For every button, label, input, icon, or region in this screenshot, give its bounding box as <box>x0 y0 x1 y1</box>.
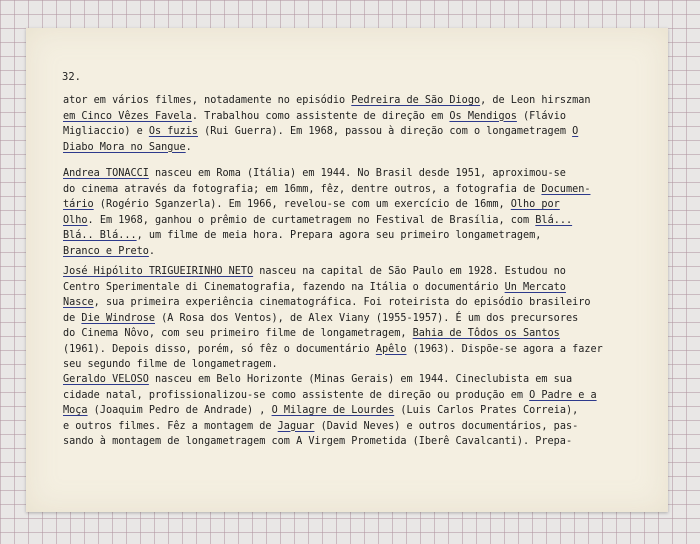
text-line <box>63 435 572 449</box>
underlined-title: Os fuzis <box>148 126 198 137</box>
underlined-title: O Milagre de Lourdes <box>271 405 395 416</box>
underlined-title: Pedreira de São Diogo <box>351 95 481 106</box>
text-run: sando à montagem de longametragem com A Virgem Prometida (Iberê Cavalcanti). Prepa- <box>63 436 573 447</box>
text-line <box>63 343 603 357</box>
text-run: , sua primeira experiência cinematográfica. Foi roteirista do episódio brasileiro <box>93 297 591 308</box>
text-run: (David Neves) e outros documentários, pas- <box>314 420 579 432</box>
text-line <box>63 125 578 139</box>
text-line <box>63 198 560 212</box>
underlined-title: Andrea TONACCI <box>63 168 149 179</box>
text-line <box>63 327 560 341</box>
underlined-title: Blá.. Blá... <box>63 230 137 241</box>
text-line <box>63 265 566 279</box>
text-line <box>63 245 155 259</box>
underlined-title: Blá... <box>535 214 573 226</box>
text-run: nasceu na capital de São Paulo em 1928. Estudou no <box>253 266 566 277</box>
text-line <box>63 110 566 124</box>
underlined-title: Un Mercato <box>504 281 566 293</box>
underlined-title: José Hipólito TRIGUEIRINHO NETO <box>63 266 254 277</box>
text-run: (1961). Depois disso, porém, só fêz o documentário <box>63 343 376 355</box>
text-line <box>63 404 578 418</box>
text-run: nasceu em Roma (Itália) em 1944. No Brasil desde 1951, aproximou-se <box>148 168 566 179</box>
underlined-title: Bahia de Tôdos os Santos <box>412 328 560 339</box>
text-run: . Trabalhou como assistente de direção em <box>191 110 450 122</box>
text-run: ator em vários filmes, notadamente no episódio <box>63 95 352 106</box>
text-line <box>63 94 591 108</box>
underlined-title: Moça <box>63 405 88 416</box>
text-run: Centro Sperimentale di Cinematografia, fazendo na Itália o documentário <box>63 281 505 293</box>
text-run: . <box>148 245 156 257</box>
underlined-title: tário <box>63 199 94 210</box>
text-run: (Luis Carlos Prates Correia), <box>394 405 579 416</box>
text-line <box>63 229 541 243</box>
underlined-title: Apêlo <box>375 343 407 355</box>
underlined-title: Olho por <box>510 199 560 210</box>
underlined-title: Nasce <box>63 297 94 308</box>
underlined-title: Branco e Preto <box>63 245 149 257</box>
text-line <box>63 420 578 434</box>
underlined-title: Die Windrose <box>81 312 156 324</box>
text-run: nasceu em Belo Horizonte (Minas Gerais) em 1944. Cineclubista em sua <box>148 374 573 385</box>
underlined-title: Geraldo VELOSO <box>63 374 149 385</box>
page-number: 32. <box>62 71 81 83</box>
text-run: seu segundo filme de longametragem. <box>63 359 278 370</box>
text-line <box>63 373 572 387</box>
text-run: . <box>185 141 192 153</box>
text-run: (Rogério Sganzerla). Em 1966, revelou-se com um exercício de 16mm, <box>93 199 511 210</box>
underlined-title: Documen- <box>541 183 591 195</box>
underlined-title: Os Mendigos <box>449 110 517 122</box>
text-run: de <box>63 312 82 324</box>
text-run: , de Leon hirszman <box>480 95 591 106</box>
underlined-title: em Cinco Vêzes Favela <box>63 110 192 122</box>
text-run: cidade natal, profissionalizou-se como assistente de direção ou produção em <box>63 389 530 401</box>
text-run: (Flávio <box>516 110 566 122</box>
text-line <box>63 167 566 181</box>
text-line <box>63 281 566 295</box>
underlined-title: Olho <box>63 214 88 226</box>
text-run: do Cinema Nôvo, com seu primeiro filme de longametragem, <box>63 328 413 339</box>
text-run: (A Rosa dos Ventos), de Alex Viany (1955-1957). É um dos precursores <box>155 312 579 324</box>
underlined-title: Jaguar <box>277 420 315 432</box>
text-run: . Em 1968, ganhou o prêmio de curtametragem no Festival de Brasília, com <box>87 214 536 226</box>
text-run: do cinema através da fotografia; em 16mm, fêz, dentre outros, a fotografia de <box>63 183 542 195</box>
text-line <box>63 296 590 310</box>
text-run: (Joaquim Pedro de Andrade) , <box>87 405 272 416</box>
text-run: (1963). Dispõe-se agora a fazer <box>406 343 603 355</box>
underlined-title: Diabo Mora no Sangue <box>63 141 186 153</box>
text-run: (Rui Guerra). Em 1968, passou à direção com o longametragem <box>197 126 573 137</box>
text-line <box>63 141 192 155</box>
text-run: e outros filmes. Fêz a montagem de <box>63 420 278 432</box>
text-line <box>63 183 590 197</box>
text-run: , um filme de meia hora. Prepara agora seu primeiro longametragem, <box>136 230 542 241</box>
text-line <box>63 214 572 228</box>
document-page <box>26 28 668 512</box>
text-line <box>63 358 278 372</box>
underlined-title: O <box>572 126 579 137</box>
text-line <box>63 312 578 326</box>
text-run: Migliaccio) e <box>63 126 149 137</box>
underlined-title: O Padre e a <box>529 389 597 401</box>
text-line <box>63 389 597 403</box>
